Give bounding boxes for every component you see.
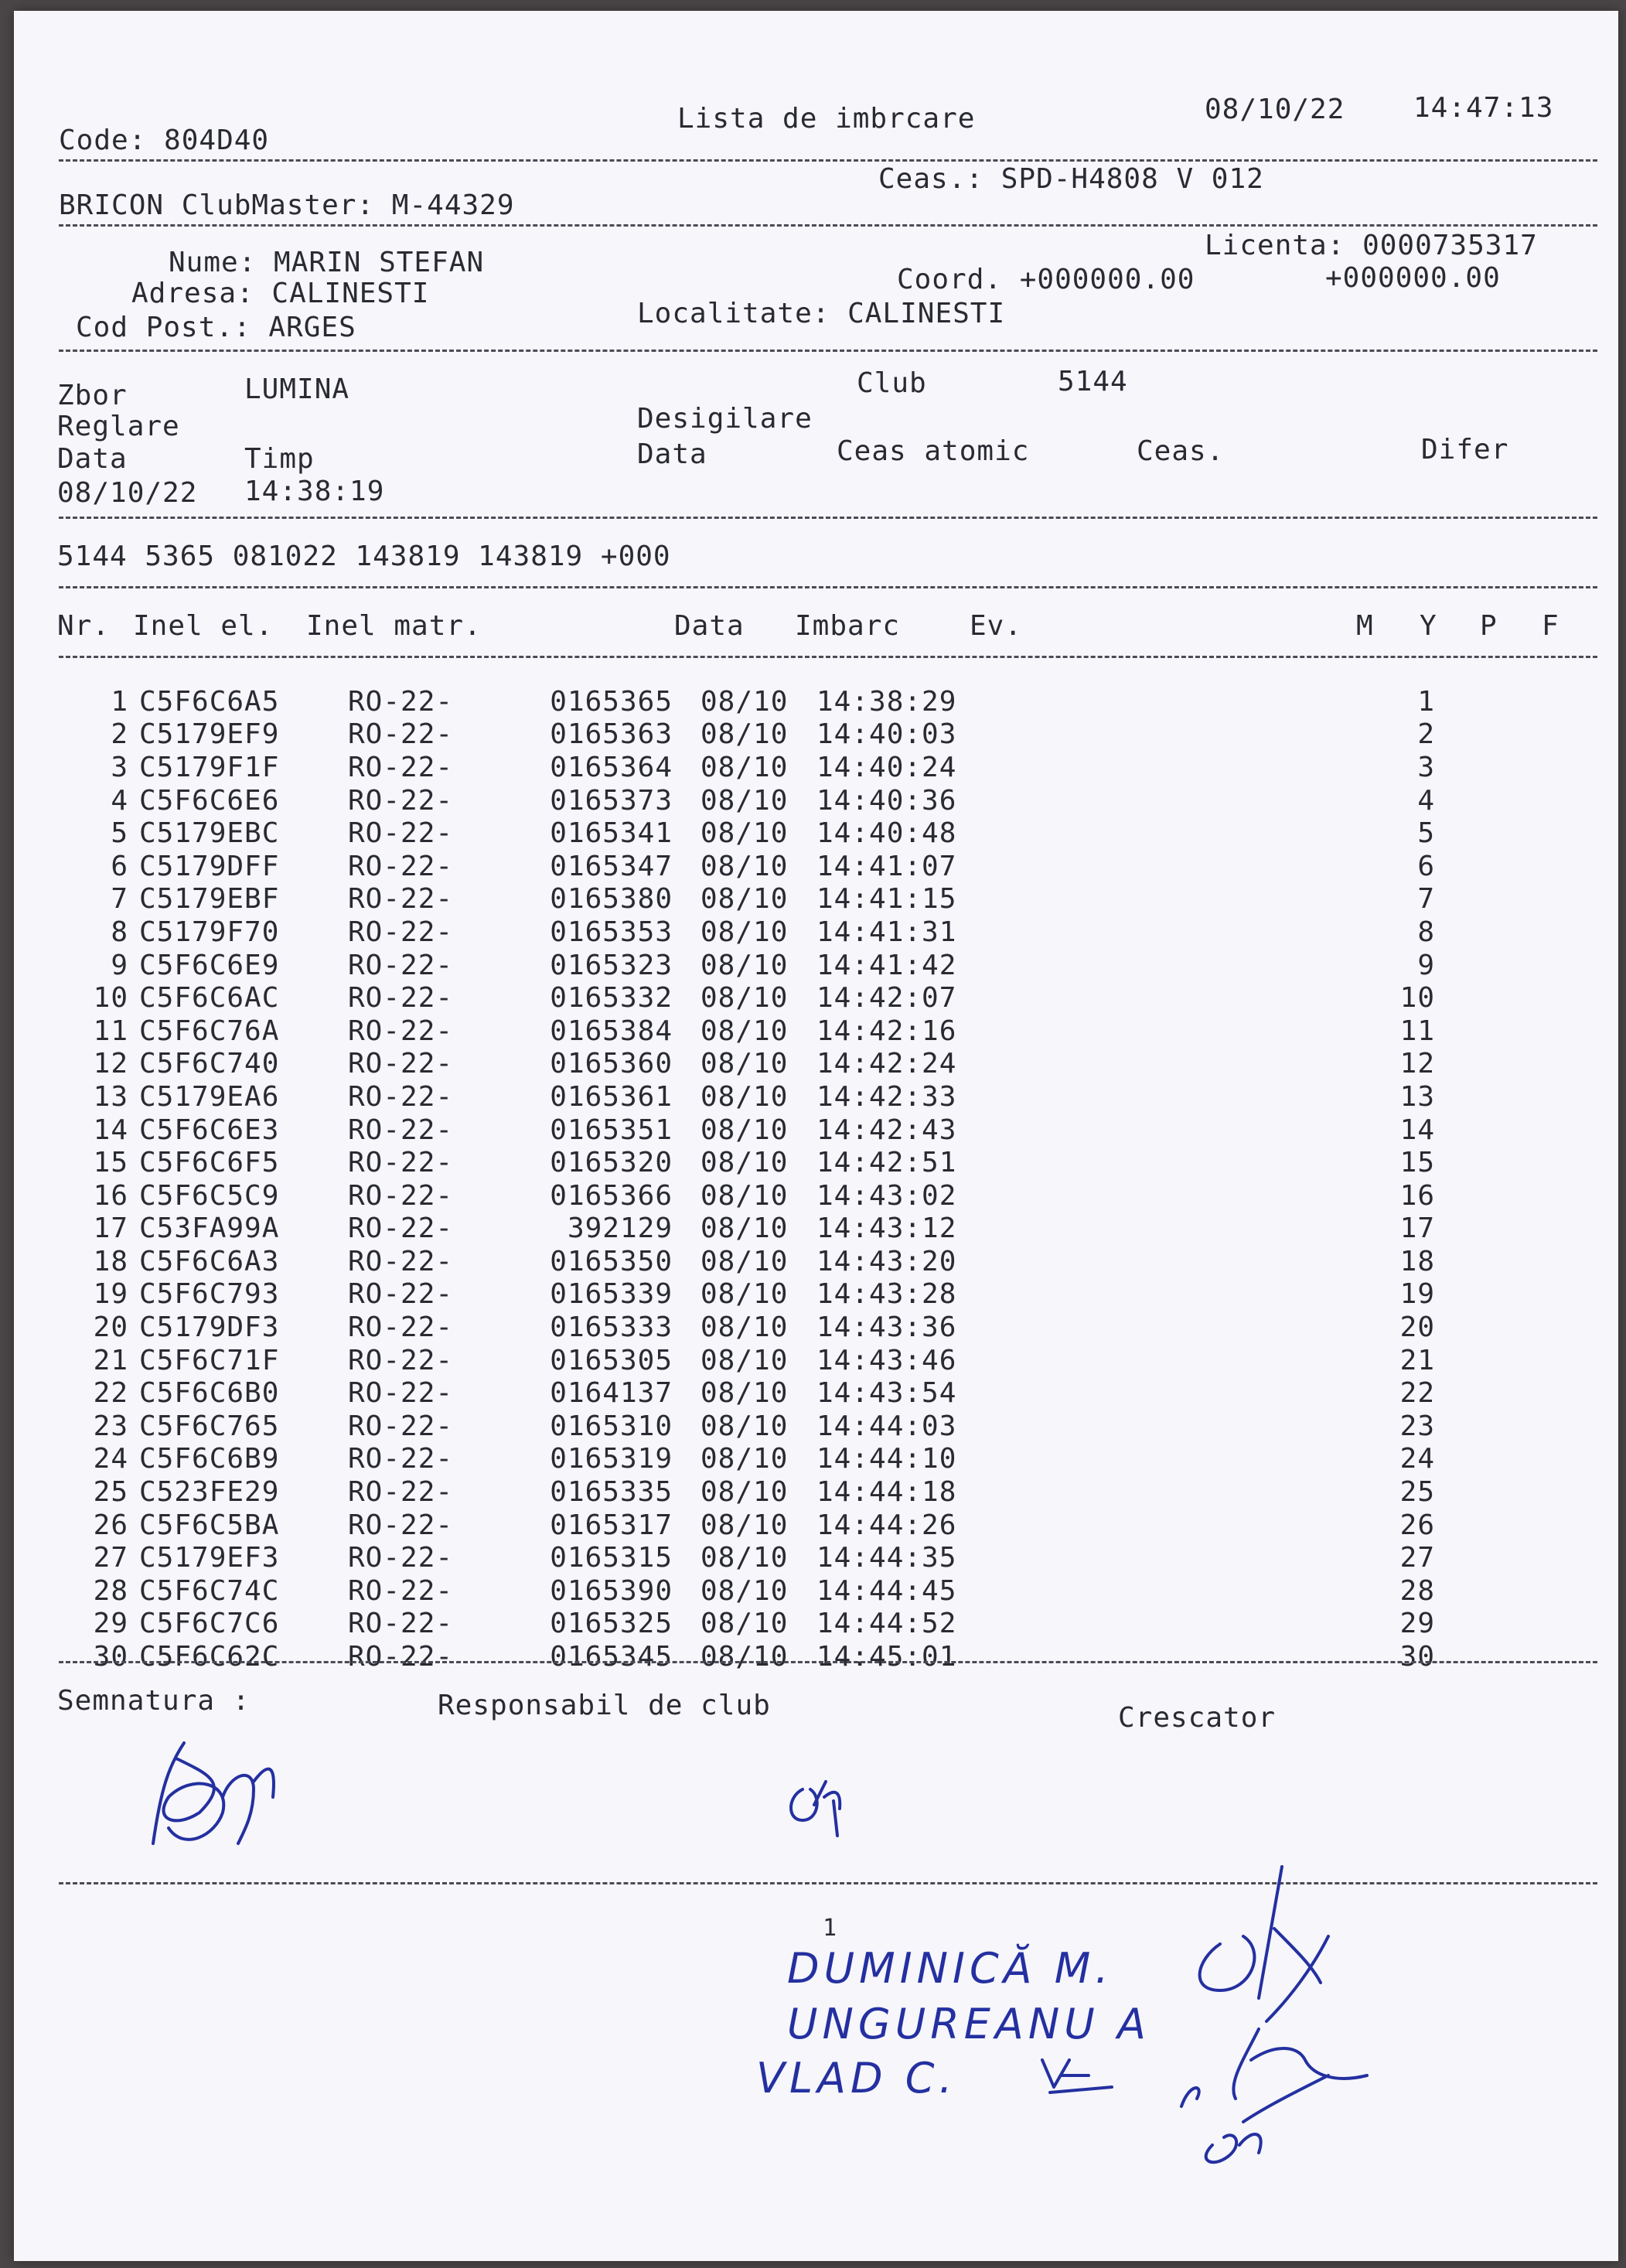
divider bbox=[59, 224, 1597, 229]
row-time: 14:42:51 bbox=[816, 1147, 957, 1179]
table-row bbox=[59, 1410, 1435, 1443]
row-m: 18 bbox=[1399, 1245, 1435, 1277]
row-time: 14:44:45 bbox=[816, 1574, 957, 1607]
electronic-ring: C5179DFF bbox=[139, 850, 280, 882]
row-time: 14:43:46 bbox=[816, 1344, 957, 1376]
code-line: 5144 5365 081022 143819 143819 +000 bbox=[57, 541, 671, 572]
electronic-ring: C5F6C62C bbox=[139, 1641, 280, 1673]
row-time: 14:40:24 bbox=[816, 751, 957, 783]
row-time: 14:43:20 bbox=[816, 1245, 957, 1277]
time-value: 14:38:19 bbox=[244, 476, 385, 507]
ring-prefix: RO-22- bbox=[348, 718, 454, 751]
row-number: 5 bbox=[111, 817, 128, 850]
divider bbox=[59, 159, 1597, 164]
row-m: 12 bbox=[1399, 1048, 1435, 1080]
date-value: 08/10/22 bbox=[57, 477, 198, 509]
row-date: 08/10 bbox=[701, 1278, 789, 1311]
ring-prefix: RO-22- bbox=[348, 1015, 454, 1047]
ring-number: 0165360 bbox=[550, 1048, 673, 1080]
diff-label: Difer bbox=[1421, 434, 1509, 466]
electronic-ring: C5F6C7C6 bbox=[139, 1608, 280, 1640]
table-row bbox=[59, 1574, 1435, 1608]
table-row bbox=[59, 1311, 1435, 1344]
table-row bbox=[59, 1245, 1435, 1278]
row-m: 1 bbox=[1417, 685, 1435, 718]
ring-prefix: RO-22- bbox=[348, 1080, 454, 1113]
table-row bbox=[59, 685, 1435, 718]
ring-prefix: RO-22- bbox=[348, 1542, 454, 1574]
row-m: 26 bbox=[1399, 1509, 1435, 1541]
ring-number: 0165361 bbox=[550, 1080, 673, 1113]
ring-prefix: RO-22- bbox=[348, 1641, 454, 1673]
row-time: 14:41:42 bbox=[816, 949, 957, 981]
col-inel-matr: Inel matr. bbox=[306, 610, 482, 642]
initials-scribble bbox=[1027, 2052, 1135, 2099]
electronic-ring: C5F6C6A3 bbox=[139, 1245, 280, 1277]
row-m: 11 bbox=[1399, 1015, 1435, 1047]
ring-prefix: RO-22- bbox=[348, 817, 454, 850]
coord-label: Coord. +000000.00 bbox=[897, 264, 1195, 295]
row-number: 13 bbox=[93, 1080, 128, 1113]
row-date: 08/10 bbox=[701, 1080, 789, 1113]
row-time: 14:44:52 bbox=[816, 1608, 957, 1640]
electronic-ring: C5F6C6B0 bbox=[139, 1377, 280, 1410]
clock-label: Ceas.: SPD-H4808 V 012 bbox=[878, 163, 1264, 195]
row-number: 1 bbox=[111, 685, 128, 718]
row-number: 16 bbox=[93, 1179, 128, 1212]
postcode-label: Cod Post.: ARGES bbox=[76, 312, 356, 343]
date2-label: Data bbox=[637, 438, 707, 470]
row-m: 21 bbox=[1399, 1344, 1435, 1376]
ring-prefix: RO-22- bbox=[348, 1278, 454, 1311]
print-date: 08/10/22 bbox=[1205, 94, 1345, 125]
row-date: 08/10 bbox=[701, 1048, 789, 1080]
divider bbox=[59, 350, 1597, 354]
basketing-table bbox=[59, 685, 1435, 1673]
row-time: 14:42:07 bbox=[816, 982, 957, 1015]
row-date: 08/10 bbox=[701, 1608, 789, 1640]
club-responsible-label: Responsabil de club bbox=[438, 1690, 771, 1721]
row-time: 14:41:07 bbox=[816, 850, 957, 882]
unsealing-label: Desigilare bbox=[637, 403, 813, 435]
date-label: Data bbox=[57, 443, 128, 475]
ring-number: 0165373 bbox=[550, 784, 673, 817]
row-date: 08/10 bbox=[701, 1311, 789, 1344]
ring-prefix: RO-22- bbox=[348, 1377, 454, 1410]
ring-prefix: RO-22- bbox=[348, 1212, 454, 1245]
electronic-ring: C5F6C6E9 bbox=[139, 949, 280, 981]
table-row bbox=[59, 1443, 1435, 1476]
ring-number: 0165339 bbox=[550, 1278, 673, 1311]
divider bbox=[59, 1661, 1597, 1666]
row-time: 14:41:31 bbox=[816, 916, 957, 948]
row-number: 25 bbox=[93, 1476, 128, 1509]
table-row bbox=[59, 883, 1435, 916]
electronic-ring: C5F6C71F bbox=[139, 1344, 280, 1376]
ring-number: 0165341 bbox=[550, 817, 673, 850]
row-number: 9 bbox=[111, 949, 128, 981]
ring-prefix: RO-22- bbox=[348, 1443, 454, 1475]
row-date: 08/10 bbox=[701, 850, 789, 882]
row-date: 08/10 bbox=[701, 1574, 789, 1607]
clubmaster-label: BRICON ClubMaster: M-44329 bbox=[59, 189, 515, 221]
row-date: 08/10 bbox=[701, 916, 789, 948]
license-label: Licenta: 0000735317 bbox=[1205, 230, 1538, 261]
col-p: P bbox=[1480, 610, 1498, 642]
ring-prefix: RO-22- bbox=[348, 1245, 454, 1277]
electronic-ring: C5179EBC bbox=[139, 817, 280, 850]
row-number: 23 bbox=[93, 1410, 128, 1442]
table-row bbox=[59, 1608, 1435, 1641]
electronic-ring: C53FA99A bbox=[139, 1212, 280, 1245]
row-date: 08/10 bbox=[701, 751, 789, 783]
coord2-label: +000000.00 bbox=[1325, 262, 1501, 294]
row-date: 08/10 bbox=[701, 949, 789, 981]
row-number: 30 bbox=[93, 1641, 128, 1673]
electronic-ring: C5179EF9 bbox=[139, 718, 280, 751]
row-m: 27 bbox=[1399, 1542, 1435, 1574]
ring-prefix: RO-22- bbox=[348, 1114, 454, 1146]
col-nr: Nr. bbox=[57, 610, 111, 642]
row-m: 2 bbox=[1417, 718, 1435, 751]
row-m: 30 bbox=[1399, 1641, 1435, 1673]
table-row bbox=[59, 1015, 1435, 1048]
row-m: 15 bbox=[1399, 1147, 1435, 1179]
row-time: 14:40:48 bbox=[816, 817, 957, 850]
club-label: Club bbox=[857, 367, 927, 399]
row-m: 22 bbox=[1399, 1377, 1435, 1410]
row-time: 14:38:29 bbox=[816, 685, 957, 718]
row-m: 25 bbox=[1399, 1476, 1435, 1509]
row-m: 23 bbox=[1399, 1410, 1435, 1442]
breeder-signature-scribble bbox=[138, 1727, 292, 1867]
electronic-ring: C5179F70 bbox=[139, 916, 280, 948]
table-row bbox=[59, 1048, 1435, 1081]
row-date: 08/10 bbox=[701, 1443, 789, 1475]
electronic-ring: C5F6C6E3 bbox=[139, 1114, 280, 1146]
row-time: 14:44:10 bbox=[816, 1443, 957, 1475]
row-date: 08/10 bbox=[701, 1147, 789, 1179]
table-row bbox=[59, 1475, 1435, 1509]
row-number: 11 bbox=[93, 1015, 128, 1047]
table-row bbox=[59, 1114, 1435, 1147]
row-m: 10 bbox=[1399, 982, 1435, 1015]
ring-prefix: RO-22- bbox=[348, 1410, 454, 1442]
table-row bbox=[59, 784, 1435, 817]
row-number: 29 bbox=[93, 1608, 128, 1640]
electronic-ring: C5179F1F bbox=[139, 751, 280, 783]
row-date: 08/10 bbox=[701, 1114, 789, 1146]
row-date: 08/10 bbox=[701, 784, 789, 817]
row-m: 29 bbox=[1399, 1608, 1435, 1640]
row-time: 14:44:35 bbox=[816, 1542, 957, 1574]
electronic-ring: C5F6C6A5 bbox=[139, 685, 280, 718]
row-time: 14:44:18 bbox=[816, 1476, 957, 1509]
table-row bbox=[59, 949, 1435, 982]
ring-number: 0165325 bbox=[550, 1608, 673, 1640]
row-time: 14:42:16 bbox=[816, 1015, 957, 1047]
ring-number: 0165315 bbox=[550, 1542, 673, 1574]
ring-prefix: RO-22- bbox=[348, 1048, 454, 1080]
ring-number: 0165390 bbox=[550, 1574, 673, 1607]
table-row bbox=[59, 1212, 1435, 1246]
ring-number: 392129 bbox=[567, 1212, 673, 1245]
ring-number: 0165323 bbox=[550, 949, 673, 981]
breeder-label: Crescator bbox=[1118, 1702, 1277, 1734]
row-date: 08/10 bbox=[701, 1245, 789, 1277]
ring-prefix: RO-22- bbox=[348, 1344, 454, 1376]
table-row bbox=[59, 1541, 1435, 1574]
row-m: 6 bbox=[1417, 850, 1435, 882]
row-number: 3 bbox=[111, 751, 128, 783]
row-m: 24 bbox=[1399, 1443, 1435, 1475]
row-number: 15 bbox=[93, 1147, 128, 1179]
ring-number: 0165363 bbox=[550, 718, 673, 751]
electronic-ring: C523FE29 bbox=[139, 1476, 280, 1509]
row-date: 08/10 bbox=[701, 1212, 789, 1245]
row-time: 14:41:15 bbox=[816, 883, 957, 916]
electronic-ring: C5179DF3 bbox=[139, 1311, 280, 1344]
row-m: 28 bbox=[1399, 1574, 1435, 1607]
row-time: 14:40:36 bbox=[816, 784, 957, 817]
ring-prefix: RO-22- bbox=[348, 751, 454, 783]
row-time: 14:42:33 bbox=[816, 1080, 957, 1113]
ring-number: 0165310 bbox=[550, 1410, 673, 1442]
ring-prefix: RO-22- bbox=[348, 685, 454, 718]
ring-prefix: RO-22- bbox=[348, 1476, 454, 1509]
electronic-ring: C5F6C6B9 bbox=[139, 1443, 280, 1475]
row-time: 14:44:03 bbox=[816, 1410, 957, 1442]
address-label: Adresa: CALINESTI bbox=[131, 278, 430, 309]
signature-label: Semnatura : bbox=[57, 1685, 251, 1717]
table-row bbox=[59, 1376, 1435, 1410]
row-number: 24 bbox=[93, 1443, 128, 1475]
row-m: 13 bbox=[1399, 1080, 1435, 1113]
row-number: 12 bbox=[93, 1048, 128, 1080]
row-time: 14:43:54 bbox=[816, 1377, 957, 1410]
table-row bbox=[59, 1509, 1435, 1542]
row-date: 08/10 bbox=[701, 1179, 789, 1212]
row-date: 08/10 bbox=[701, 1344, 789, 1376]
ring-prefix: RO-22- bbox=[348, 982, 454, 1015]
name-label: Nume: MARIN STEFAN bbox=[169, 247, 485, 278]
flight-value: LUMINA bbox=[244, 373, 350, 405]
row-number: 26 bbox=[93, 1509, 128, 1541]
table-row bbox=[59, 751, 1435, 784]
page-number: 1 bbox=[823, 1915, 838, 1942]
ring-number: 0165347 bbox=[550, 850, 673, 882]
ring-prefix: RO-22- bbox=[348, 1311, 454, 1344]
row-number: 10 bbox=[93, 982, 128, 1015]
col-inel-el: Inel el. bbox=[133, 610, 274, 642]
row-time: 14:45:01 bbox=[816, 1641, 957, 1673]
ring-number: 0165350 bbox=[550, 1245, 673, 1277]
row-number: 7 bbox=[111, 883, 128, 916]
ring-number: 0165320 bbox=[550, 1147, 673, 1179]
ring-prefix: RO-22- bbox=[348, 883, 454, 916]
row-number: 4 bbox=[111, 784, 128, 817]
row-time: 14:43:28 bbox=[816, 1278, 957, 1311]
row-date: 08/10 bbox=[701, 1509, 789, 1541]
document-title: Lista de imbrcare bbox=[677, 103, 976, 135]
row-time: 14:42:43 bbox=[816, 1114, 957, 1146]
ring-number: 0165335 bbox=[550, 1476, 673, 1509]
divider bbox=[59, 656, 1597, 660]
row-m: 16 bbox=[1399, 1179, 1435, 1212]
electronic-ring: C5F6C5BA bbox=[139, 1509, 280, 1541]
row-date: 08/10 bbox=[701, 1015, 789, 1047]
club-value: 5144 bbox=[1058, 366, 1128, 397]
electronic-ring: C5F6C76A bbox=[139, 1015, 280, 1047]
table-row bbox=[59, 1278, 1435, 1311]
ring-number: 0165351 bbox=[550, 1114, 673, 1146]
flight-label: Zbor bbox=[57, 380, 128, 411]
ring-prefix: RO-22- bbox=[348, 1147, 454, 1179]
table-row bbox=[59, 1179, 1435, 1212]
ring-number: 0165305 bbox=[550, 1344, 673, 1376]
electronic-ring: C5F6C6AC bbox=[139, 982, 280, 1015]
ring-prefix: RO-22- bbox=[348, 1179, 454, 1212]
row-time: 14:42:24 bbox=[816, 1048, 957, 1080]
electronic-ring: C5F6C74C bbox=[139, 1574, 280, 1607]
row-m: 3 bbox=[1417, 751, 1435, 783]
handwritten-name-2: UNGUREANU A bbox=[787, 2000, 1150, 2048]
handwritten-name-3: VLAD C. bbox=[756, 2054, 957, 2103]
row-date: 08/10 bbox=[701, 817, 789, 850]
table-row bbox=[59, 1080, 1435, 1114]
row-number: 19 bbox=[93, 1278, 128, 1311]
table-row bbox=[59, 817, 1435, 850]
divider bbox=[59, 517, 1597, 521]
electronic-ring: C5F6C740 bbox=[139, 1048, 280, 1080]
row-date: 08/10 bbox=[701, 685, 789, 718]
ring-prefix: RO-22- bbox=[348, 1608, 454, 1640]
table-row bbox=[59, 1344, 1435, 1377]
clock2-label: Ceas. bbox=[1137, 435, 1225, 467]
ring-number: 0165345 bbox=[550, 1641, 673, 1673]
time-label: Timp bbox=[244, 443, 315, 475]
electronic-ring: C5F6C793 bbox=[139, 1278, 280, 1311]
electronic-ring: C5F6C5C9 bbox=[139, 1179, 280, 1212]
row-date: 08/10 bbox=[701, 883, 789, 916]
row-time: 14:40:03 bbox=[816, 718, 957, 751]
row-number: 14 bbox=[93, 1114, 128, 1146]
ring-number: 0165365 bbox=[550, 685, 673, 718]
table-row bbox=[59, 1640, 1435, 1673]
row-m: 5 bbox=[1417, 817, 1435, 850]
row-number: 8 bbox=[111, 916, 128, 948]
row-date: 08/10 bbox=[701, 1476, 789, 1509]
electronic-ring: C5F6C6E6 bbox=[139, 784, 280, 817]
electronic-ring: C5179EBF bbox=[139, 883, 280, 916]
row-m: 20 bbox=[1399, 1311, 1435, 1344]
ring-number: 0165380 bbox=[550, 883, 673, 916]
club-signature-scribble bbox=[779, 1766, 864, 1851]
atomic-clock-label: Ceas atomic bbox=[837, 435, 1030, 467]
ring-number: 0165384 bbox=[550, 1015, 673, 1047]
col-imbarc: Imbarc bbox=[795, 610, 901, 642]
row-date: 08/10 bbox=[701, 1410, 789, 1442]
ring-number: 0164137 bbox=[550, 1377, 673, 1410]
ring-prefix: RO-22- bbox=[348, 1509, 454, 1541]
row-m: 7 bbox=[1417, 883, 1435, 916]
handwritten-name-1: DUMINICĂ M. bbox=[787, 1944, 1113, 1993]
row-date: 08/10 bbox=[701, 1377, 789, 1410]
divider bbox=[59, 586, 1597, 591]
row-time: 14:43:36 bbox=[816, 1311, 957, 1344]
ring-prefix: RO-22- bbox=[348, 916, 454, 948]
ring-number: 0165366 bbox=[550, 1179, 673, 1212]
row-m: 9 bbox=[1417, 949, 1435, 981]
col-y: Y bbox=[1420, 610, 1437, 642]
table-row bbox=[59, 718, 1435, 752]
row-number: 6 bbox=[111, 850, 128, 882]
ring-number: 0165319 bbox=[550, 1443, 673, 1475]
row-number: 2 bbox=[111, 718, 128, 751]
electronic-ring: C5F6C6F5 bbox=[139, 1147, 280, 1179]
row-date: 08/10 bbox=[701, 1641, 789, 1673]
row-number: 20 bbox=[93, 1311, 128, 1344]
table-row bbox=[59, 850, 1435, 883]
row-time: 14:43:02 bbox=[816, 1179, 957, 1212]
ring-number: 0165317 bbox=[550, 1509, 673, 1541]
row-time: 14:44:26 bbox=[816, 1509, 957, 1541]
row-date: 08/10 bbox=[701, 718, 789, 751]
ring-prefix: RO-22- bbox=[348, 949, 454, 981]
ring-prefix: RO-22- bbox=[348, 784, 454, 817]
ring-prefix: RO-22- bbox=[348, 1574, 454, 1607]
row-number: 21 bbox=[93, 1344, 128, 1376]
print-time: 14:47:13 bbox=[1413, 92, 1554, 124]
locality-label: Localitate: CALINESTI bbox=[637, 298, 1006, 329]
code-label: Code: 804D40 bbox=[59, 124, 270, 156]
row-m: 14 bbox=[1399, 1114, 1435, 1146]
ring-number: 0165333 bbox=[550, 1311, 673, 1344]
table-row bbox=[59, 916, 1435, 949]
electronic-ring: C5F6C765 bbox=[139, 1410, 280, 1442]
ring-prefix: RO-22- bbox=[348, 850, 454, 882]
table-row bbox=[59, 981, 1435, 1015]
row-number: 17 bbox=[93, 1212, 128, 1245]
witness-signatures-scribble bbox=[1166, 1851, 1398, 2176]
row-date: 08/10 bbox=[701, 982, 789, 1015]
setting-label: Reglare bbox=[57, 411, 180, 442]
electronic-ring: C5179EF3 bbox=[139, 1542, 280, 1574]
col-m: M bbox=[1356, 610, 1374, 642]
col-data: Data bbox=[674, 610, 745, 642]
ring-number: 0165353 bbox=[550, 916, 673, 948]
col-f: F bbox=[1542, 610, 1560, 642]
row-number: 18 bbox=[93, 1245, 128, 1277]
row-date: 08/10 bbox=[701, 1542, 789, 1574]
row-number: 22 bbox=[93, 1377, 128, 1410]
printed-sheet bbox=[14, 11, 1618, 2261]
ring-number: 0165364 bbox=[550, 751, 673, 783]
row-number: 27 bbox=[93, 1542, 128, 1574]
col-ev: Ev. bbox=[970, 610, 1023, 642]
row-m: 19 bbox=[1399, 1278, 1435, 1311]
ring-number: 0165332 bbox=[550, 982, 673, 1015]
electronic-ring: C5179EA6 bbox=[139, 1080, 280, 1113]
row-m: 4 bbox=[1417, 784, 1435, 817]
row-m: 8 bbox=[1417, 916, 1435, 948]
row-m: 17 bbox=[1399, 1212, 1435, 1245]
table-row bbox=[59, 1146, 1435, 1179]
row-number: 28 bbox=[93, 1574, 128, 1607]
row-time: 14:43:12 bbox=[816, 1212, 957, 1245]
